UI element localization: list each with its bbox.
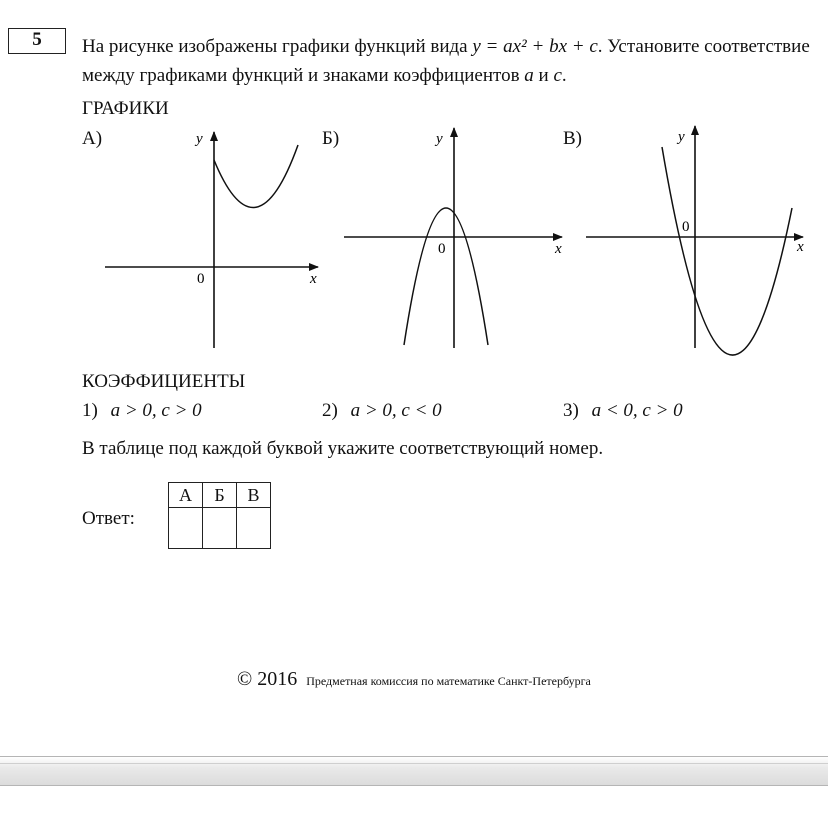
answer-cell-a[interactable]: [169, 508, 203, 549]
coef-option-3-num: 3): [563, 400, 579, 421]
problem-formula: y = ax² + bx + c: [472, 36, 598, 57]
coef-option-3: [563, 400, 683, 422]
answer-table: [168, 482, 271, 549]
graph-v-parabola: [662, 147, 792, 355]
graph-a-parabola: [214, 145, 298, 208]
answer-cell-v[interactable]: [237, 508, 271, 549]
graph-v-label: В): [563, 128, 582, 149]
coefficients-heading: КОЭФФИЦИЕНТЫ: [82, 371, 246, 392]
problem-text-2: . Установите соответствие между графиками функций и знаками коэффициентов: [82, 36, 810, 86]
viewer-toolbar: [0, 756, 828, 786]
footer-org: Предметная комиссия по математике Санкт-Петербурга: [306, 674, 591, 688]
problem-end: .: [561, 65, 567, 86]
graph-a-origin: 0: [197, 271, 205, 287]
graph-v: [586, 126, 804, 355]
graph-b-label: Б): [322, 128, 340, 149]
toolbar-divider: [0, 763, 828, 764]
coef-option-1: [82, 400, 202, 422]
coef-c: c: [553, 65, 562, 86]
answer-col-a-header: А: [169, 483, 203, 508]
footer: [237, 668, 591, 691]
graph-b-x-label: x: [555, 241, 562, 257]
graph-a-y-label: y: [196, 131, 203, 147]
problem-text-1: На рисунке изображены графики функций вида: [82, 36, 468, 57]
graph-v-x-label: x: [797, 239, 804, 255]
coef-option-2-num: 2): [322, 400, 338, 421]
graphs-heading: ГРАФИКИ: [82, 98, 169, 119]
answer-col-v-header: В: [237, 483, 271, 508]
instruction: В таблице под каждой буквой укажите соответствующий номер.: [82, 438, 604, 459]
graph-b-y-label: y: [436, 131, 443, 147]
graphs-figure: [0, 0, 828, 380]
graph-b-parabola: [404, 208, 488, 345]
problem-number: 5: [8, 28, 66, 54]
graph-b: [344, 128, 562, 348]
coef-a: a: [524, 65, 534, 86]
conj: и: [538, 65, 549, 86]
graph-v-origin: 0: [682, 219, 690, 235]
answer-col-b-header: Б: [203, 483, 237, 508]
answer-cell-b[interactable]: [203, 508, 237, 549]
coef-option-1-num: 1): [82, 400, 98, 421]
answer-label: Ответ:: [82, 508, 135, 529]
graph-v-y-label: y: [678, 129, 685, 145]
graph-b-origin: 0: [438, 241, 446, 257]
coef-option-2: [322, 400, 442, 422]
coef-option-3-text: a < 0, c > 0: [591, 400, 683, 421]
graph-a: [105, 131, 318, 348]
graph-a-label: А): [82, 128, 103, 149]
coef-option-2-text: a > 0, c < 0: [350, 400, 442, 421]
footer-copyright: © 2016: [237, 668, 298, 690]
coef-option-1-text: a > 0, c > 0: [110, 400, 202, 421]
graph-a-x-label: x: [310, 271, 317, 287]
